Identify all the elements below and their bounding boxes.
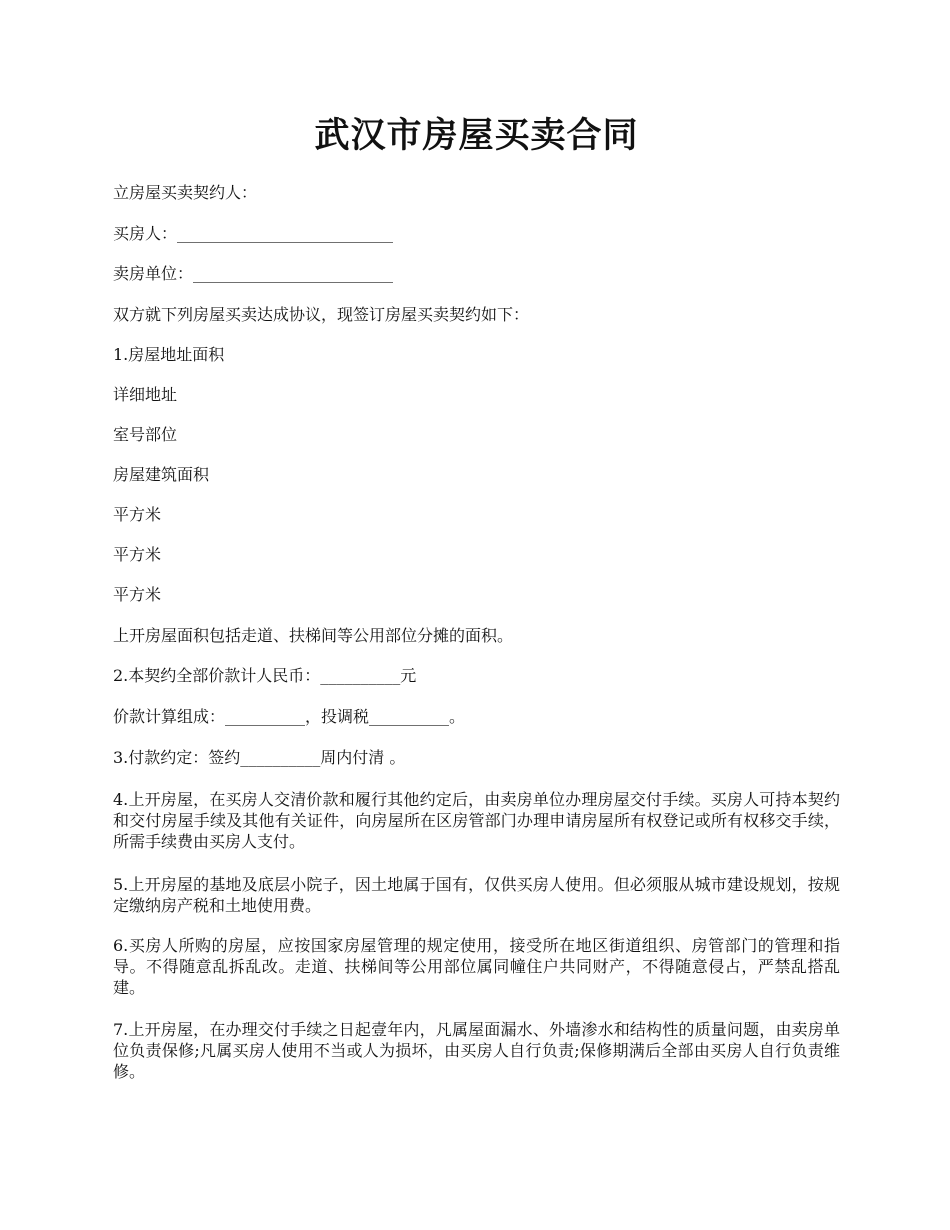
price-composition: 价款计算组成：__________，投调税__________。 [113, 707, 466, 726]
square-meter-label-3: 平方米 [113, 585, 162, 604]
detail-address-label: 详细地址 [113, 385, 178, 404]
buyer-line: 买房人：___________________________ [113, 224, 394, 243]
section-3-payment: 3.付款约定：签约__________周内付清 。 [113, 748, 406, 767]
section-7-paragraph: 7.上开房屋，在办理交付手续之日起壹年内，凡属屋面漏水、外墙渗水和结构性的质量问题，由卖房单位负责保修;凡属买房人使用不当或人为损坏，由买房人自行负责;保修期满后全部由买房人自行负责维修。 [113, 1020, 840, 1081]
section-4-paragraph: 4.上开房屋，在买房人交清价款和履行其他约定后，由卖房单位办理房屋交付手续。买房人可持本契约和交付房屋手续及其他有关证件，向房屋所在区房管部门办理申请房屋所有权登记或所有权移交手续，所需手续费由买房人支付。 [113, 790, 840, 851]
document-title: 武汉市房屋买卖合同 [314, 115, 639, 156]
section-1-title: 1.房屋地址面积 [113, 345, 225, 364]
section-5-paragraph: 5.上开房屋的基地及底层小院子，因土地属于国有，仅供买房人使用。但必须服从城市建设规划，按规定缴纳房产税和土地使用费。 [113, 875, 840, 915]
seller-line: 卖房单位：_________________________ [113, 264, 394, 283]
square-meter-label-1: 平方米 [113, 505, 162, 524]
section-2-price: 2.本契约全部价款计人民币：__________元 [113, 666, 417, 685]
square-meter-label-2: 平方米 [113, 545, 162, 564]
area-note: 上开房屋面积包括走道、扶梯间等公用部位分摊的面积。 [113, 626, 514, 645]
agreement-statement: 双方就下列房屋买卖达成协议，现签订房屋买卖契约如下： [113, 305, 530, 324]
section-6-paragraph: 6.买房人所购的房屋，应按国家房屋管理的规定使用，接受所在地区街道组织、房管部门的管理和指导。不得随意乱拆乱改。走道、扶梯间等公用部位属同幢住户共同财产，不得随意侵占，严禁乱搭乱建。 [113, 936, 840, 997]
building-area-label: 房屋建筑面积 [113, 465, 210, 484]
contract-parties-heading: 立房屋买卖契约人： [113, 183, 258, 202]
room-location-label: 室号部位 [113, 425, 178, 444]
